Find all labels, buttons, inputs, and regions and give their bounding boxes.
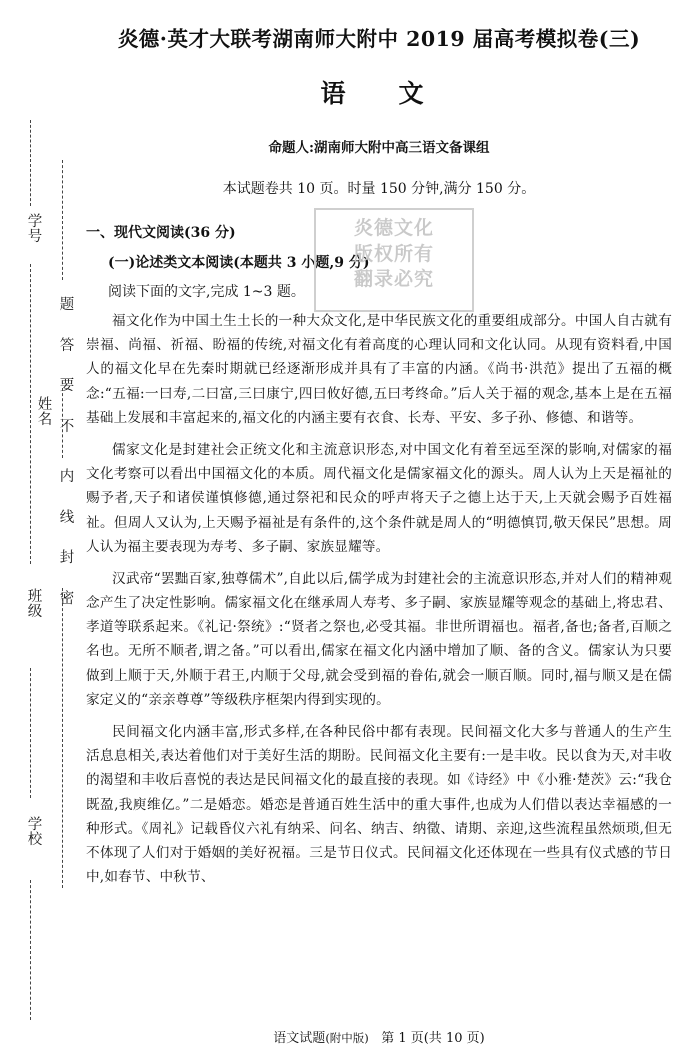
watermark-line-3: 翻录必究	[353, 268, 434, 291]
margin-label-name	[34, 397, 67, 453]
margin-dash-rule	[62, 160, 64, 280]
margin-dash-rule	[62, 588, 64, 888]
margin-label-class	[24, 589, 57, 645]
setter-line: 命题人:湖南师大附中高三语文备课组	[268, 140, 490, 156]
margin-label-text: 姓 名	[37, 397, 67, 428]
section-heading-1: 一、现代文阅读(36 分)	[86, 225, 236, 241]
margin-char: 要	[59, 378, 75, 394]
body-paragraph: 民间福文化内涵丰富,形式多样,在各种民俗中都有表现。民间福文化大多与普通人的生产生活息息相关,表达着他们对于美好生活的期盼。民间福文化主要有:一是丰收。民以食为天,对丰收的渴望和丰收后喜悦的表达是民间福文化的最直接的表现。如《诗经》中《小雅·楚茨》云:“我仓既盈,我庾维亿。”二是婚恋。婚恋是普通百姓生活中的重大事件,也成为人们借以表达幸福感的一种形式。《周礼》记载昏仪六礼有纳采、问名、纳吉、纳徵、请期、亲迎,这些流程虽然烦琐,但无不体现了人们对于婚姻的美好祝福。三是节日仪式。民间福文化还体现在一些具有仪式感的节日中,如春节、中秋节、	[86, 724, 672, 886]
body-paragraph: 福文化作为中国土生土长的一种大众文化,是中华民族文化的重要组成部分。中国人自古就有崇福、尚福、祈福、盼福的传统,对福文化有着高度的心理认同和文化认同。从现有资料看,中国人的福文化早在先秦时期就已经逐渐形成并具有了丰富的内涵。《尚书·洪范》提出了五福的概念:“五福:一曰寿,二曰富,三曰康宁,四曰攸好德,五曰考终命。”后人关于福的观念,基本上是在五福基础上发展和丰富起来的,福文化的内涵主要有衣食、长寿、平安、多子孙、修德、和谐等。	[86, 313, 672, 426]
exam-paper-body	[86, 0, 672, 1056]
margin-label-sealing-line	[56, 470, 78, 632]
margin-dash-rule	[30, 668, 32, 798]
body-paragraph: 儒家文化是封建社会正统文化和主流意识形态,对中国文化有着至远至深的影响,对儒家的福文化考察可以看出中国福文化的本质。周代福文化是儒家福文化的源头。周人认为上天是福祉的赐予者,天子和诸侯谨慎修德,通过祭祀和民众的呼声将天子之德上达于天,上天就会赐予百姓福祉。但周人又认为,上天赐予福祉是有条件的,这个条件就是周人的“明德慎罚,敬天保民”思想。周人认为福主要表现为寿考、多子嗣、家族显耀等。	[86, 441, 672, 555]
margin-char: 内	[59, 469, 75, 485]
margin-dash-rule	[62, 388, 64, 458]
margin-dash-rule	[30, 120, 32, 206]
margin-dash-rule	[30, 264, 32, 564]
footer-page-number: 第 1 页(共 10 页)	[381, 1031, 485, 1046]
margin-char: 密	[59, 590, 75, 607]
margin-label-text: 学 号	[27, 214, 57, 245]
page-title: 炎德·英才大联考湖南师大附中 2019 届高考模拟卷(三)	[117, 27, 641, 51]
margin-char: 题	[59, 297, 75, 313]
footer-edition: (附中版)	[325, 1031, 369, 1045]
watermark-line-1: 炎德文化	[353, 217, 434, 239]
exam-margin-strip	[0, 0, 86, 1056]
body-paragraph: 汉武帝“罢黜百家,独尊儒术”,自此以后,儒学成为封建社会的主流意识形态,并对人们的精神观念产生了决定性影响。儒家福文化在继承周人寿考、多子嗣、家族显耀等观念的基础上,将忠君、孝道等联系起来。《礼记·祭统》:“贤者之祭也,必受其福。非世所谓福也。福者,备也;备者,百顺之名也。无所不顺者,谓之备。”可以看出,儒家在福文化内涵中增加了顺、备的含义。儒家认为只要做到上顺于天,外顺于君王,内顺于父母,就会受到福的眷佑,就会一顺百顺。同时,福与顺又是在儒家定义的“亲亲尊尊”等级秩序框架内得到实现的。	[86, 570, 672, 708]
margin-label-do-not-write	[56, 298, 78, 460]
exam-info-line: 本试题卷共 10 页。时量 150 分钟,满分 150 分。	[222, 181, 536, 197]
margin-label-school	[24, 817, 57, 873]
margin-char: 封	[59, 550, 75, 566]
watermark-line-2: 版权所有	[353, 242, 434, 265]
subsection-heading-1: (一)论述类文本阅读(本题共 3 小题,9 分)	[108, 255, 370, 271]
subject-title: 语 文	[320, 79, 438, 108]
margin-label-student-number	[24, 214, 57, 270]
margin-char: 不	[59, 418, 75, 435]
footer-subject: 语文试题	[273, 1031, 326, 1046]
margin-char: 线	[59, 509, 75, 526]
margin-dash-rule	[30, 880, 32, 1020]
reading-instruction: 阅读下面的文字,完成 1~3 题。	[108, 284, 305, 300]
margin-label-text: 班 级	[27, 589, 57, 620]
margin-char: 答	[59, 337, 75, 354]
margin-label-text: 学 校	[27, 817, 57, 848]
page-footer	[86, 1027, 672, 1046]
